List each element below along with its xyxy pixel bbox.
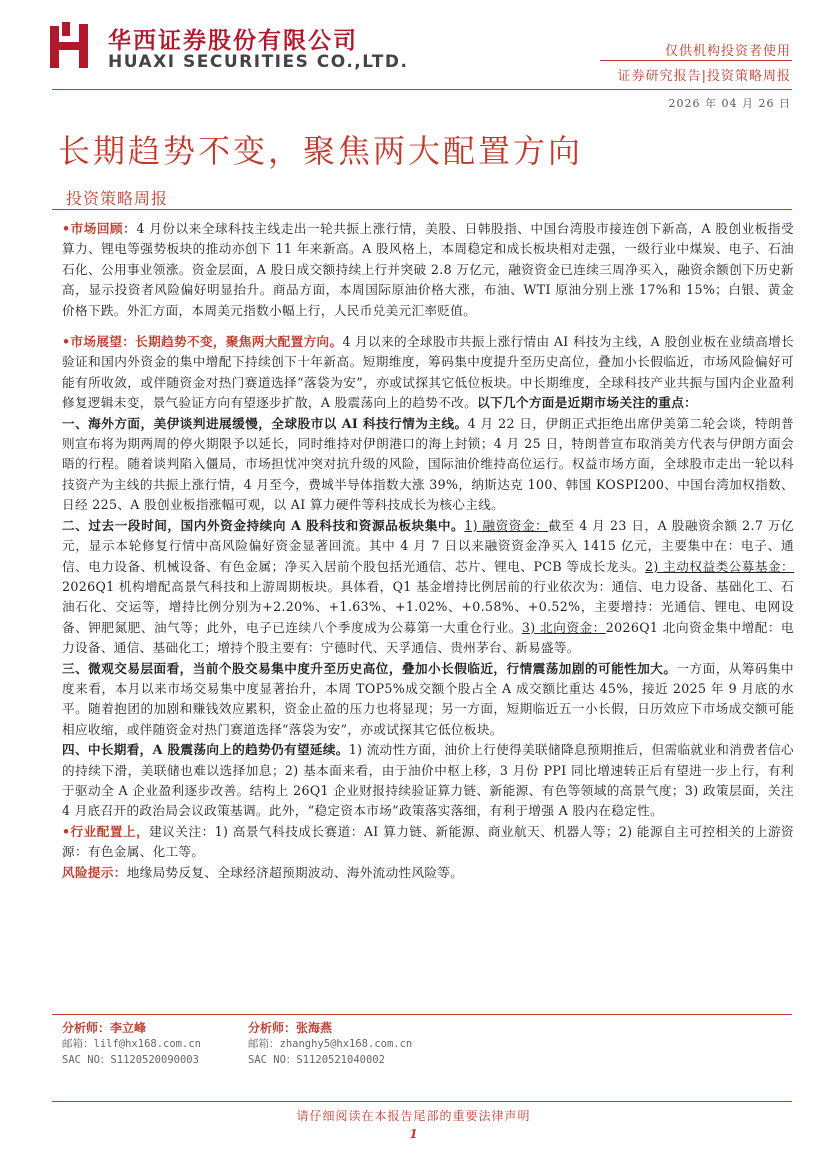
- huaxi-logo-icon: [50, 22, 98, 70]
- section-one-lead: 一、海外方面，美伊谈判进展缓慢，全球股市以 AI 科技行情为主线。: [62, 415, 468, 431]
- analyst-email[interactable]: 邮箱：lilf@hx168.com.cn: [62, 1038, 201, 1050]
- market-outlook-label: •市场展望：长期趋势不变，聚焦两大配置方向。: [62, 334, 343, 350]
- market-review-text: 4 月份以来全球科技主线走出一轮共振上涨行情，美股、日韩股指、中国台湾股市接连创下新高，A 股创业板指受算力、锂电等强势板块的推动亦创下 11 年来新高。A 股风格上，本周稳定和成长板块相对走强，一级行业中煤炭、电子、石油石化、公用事业领涨。资金层面，A 股日成交额持续上行并突破 2.8 万亿元，融资资金已连续三周净买入，融资余额创下历史新高，显示投资者风险偏好明显抬升。商品方面，本周国际原油价格大涨，布油、WTI 原油分别上涨 17%和 15%；白银、黄金价格下跌。外汇方面，本周美元指数小幅上行，人民币兑美元汇率贬值。: [62, 221, 794, 318]
- report-body: [62, 219, 794, 883]
- analyst-name: 分析师：李立峰: [62, 1021, 147, 1035]
- analyst-sac: SAC NO：S1120520090003: [62, 1054, 199, 1066]
- market-outlook-text: 4 月以来的全球股市共振上涨行情由 AI 科技为主线，A 股创业板在业绩高增长验证和国内外资金的集中增配下持续创下十年新高。短期维度，筹码集中度提升至历史高位，叠加小长假临近，市场风险偏好可能有所收敛，或伴随资金对热门赛道选择“落袋为安”，亦或试探其它低位板块。中长期维度，全球科技产业共振与国内企业盈利修复逻辑未变，景气验证方向有望逐步扩散，A 股震荡向上的趋势不改。: [62, 334, 795, 411]
- section-two-sub3: 3) 北向资金：: [521, 619, 606, 635]
- section-three-lead: 三、微观交易层面看，当前个股交易集中度升至历史高位，叠加小长假临近，行情震荡加剧的可能性加大。: [62, 660, 677, 676]
- section-one-text: 4 月 22 日，伊朗正式拒绝出席伊美第二轮会谈，特朗普则宣布将为期两周的停火期限予以延长，同时维持对伊朗港口的海上封锁；4 月 25 日，特朗普宣布取消美方代表与伊朗方面会晤的行程。随着谈判陷入僵局，市场担忧冲突对抗升级的风险，国际油价维持高位运行。权益市场方面，全球股市走出一轮以科技资产为主线的共振上涨行情，4 月至今，费城半导体指数大涨 39%，纳斯达克 100、韩国 KOSPI200、中国台湾加权指数、日经 225、A 股创业板指涨幅可观，以 AI 算力硬件等科技成长为核心主线。: [62, 415, 794, 513]
- analyst-card: [248, 1020, 412, 1068]
- audience-tag: 仅供机构投资者使用: [664, 44, 791, 59]
- analyst-card: [62, 1020, 201, 1068]
- header-divider: [600, 60, 792, 61]
- section-four: [62, 740, 794, 822]
- risk-label: 风险提示：: [62, 864, 127, 880]
- report-date: 2026 年 04 月 26 日: [668, 97, 791, 110]
- section-two-sub1: 1) 融资资金：: [464, 517, 549, 533]
- section-two-text2: 2026Q1 机构增配高景气科技和上游周期板块。具体看，Q1 基金增持比例居前的行业依次为：通信、电力设备、基础化工、石油石化、交运等，增持比例分别为+2.20%、+1.63%、+1.02%、+0.58%、+0.52%，主要增持：光通信、锂电、电网设备、钾肥氮肥、油气等；此外，电子已连续八个季度成为公募第一大重仓行业。: [62, 578, 794, 635]
- section-two-text3: 2026Q1 北向资金集中增配：电力设备、通信、基础化工；增持个股主要有：宁德时代、天孚通信、贵州茅台、新易盛等。: [62, 619, 795, 656]
- section-two-text1: 截至 4 月 23 日，A 股融资余额 2.7 万亿元，显示本轮修复行情中高风险偏好资金显著回流。其中 4 月 7 日以来融资资金净买入 1415 亿元，主要集中在：电子、通信、电力设备、机械设备、有色金属；净买入居前个股包括光通信、芯片、锂电、PCB 等成长龙头。: [62, 517, 794, 574]
- company-name-en: HUAXI SECURITIES CO.,LTD.: [108, 52, 409, 72]
- subtitle-rule: [52, 209, 792, 210]
- company-name-cn: 华西证券股份有限公司: [108, 28, 358, 54]
- analyst-email[interactable]: 邮箱：zhanghy5@hx168.com.cn: [248, 1038, 413, 1050]
- risk-paragraph: [62, 863, 794, 883]
- section-three: [62, 659, 794, 741]
- section-three-text: 一方面，从筹码集中度来看，本月以来市场交易集中度显著抬升，本周 TOP5%成交额个股占全 A 成交额比重达 45%，接近 2025 年 9 月底的水平。随着抱团的加剧和赚钱效应累积，资金止盈的压力也将显现；另一方面，短期临近五一小长假，日历效应下市场成交额可能相应收缩，或伴随资金对热门赛道选择“落袋为安”，亦或试探其它低位板块。: [62, 660, 795, 737]
- industry-allocation-label: •行业配置上，: [62, 823, 150, 839]
- analyst-rule: [52, 1014, 792, 1015]
- market-outlook-tail: 以下几个方面是近期市场关注的重点：: [477, 395, 698, 411]
- legal-notice: 请仔细阅读在本报告尾部的重要法律声明: [296, 1109, 531, 1123]
- analyst-sac: SAC NO：S1120521040002: [248, 1054, 385, 1066]
- section-one: [62, 414, 794, 516]
- report-title: 长期趋势不变，聚焦两大配置方向: [58, 132, 584, 170]
- market-review-label: •市场回顾：: [62, 221, 137, 236]
- market-outlook-paragraph: [62, 332, 794, 414]
- report-type-tag: 证券研究报告|投资策略周报: [617, 69, 791, 84]
- analyst-name: 分析师：张海燕: [248, 1021, 333, 1035]
- market-review-paragraph: [62, 219, 794, 321]
- section-two-lead: 二、过去一段时间，国内外资金持续向 A 股科技和资源品板块集中。: [62, 517, 465, 533]
- section-four-lead: 四、中长期看，A 股震荡向上的趋势仍有望延续。: [62, 742, 349, 758]
- industry-allocation-paragraph: [62, 822, 794, 863]
- report-subtitle: 投资策略周报: [66, 189, 169, 208]
- section-two: [62, 516, 794, 659]
- section-four-text: 1) 流动性方面，油价上行使得美联储降息预期推后，但需临就业和消费者信心的持续下滑，美联储也难以选择加息；2) 基本面来看，由于油价中枢上移，3 月份 PPI 同比增速转正后有望进一步上行，有利于驱动全 A 企业盈利逐步改善。结构上 26Q1 企业财报持续验证算力链、新能源、有色等领域的高景气度；3) 政策层面，关注 4 月底召开的政治局会议政策基调。此外，“稳定资本市场”政策落实落细，有利于增强 A 股内在稳定性。: [62, 742, 794, 819]
- header-rule: [52, 89, 792, 90]
- page-number: 1: [409, 1127, 418, 1141]
- industry-allocation-text: 建议关注：1) 高景气科技成长赛道：AI 算力链、新能源、商业航天、机器人等；2) 能源自主可控相关的上游资源：有色金属、化工等。: [62, 823, 794, 860]
- footer-rule: [52, 1101, 792, 1102]
- risk-text: 地缘局势反复、全球经济超预期波动、海外流动性风险等。: [126, 864, 464, 880]
- section-two-sub2: 2) 主动权益类公募基金：: [645, 558, 795, 574]
